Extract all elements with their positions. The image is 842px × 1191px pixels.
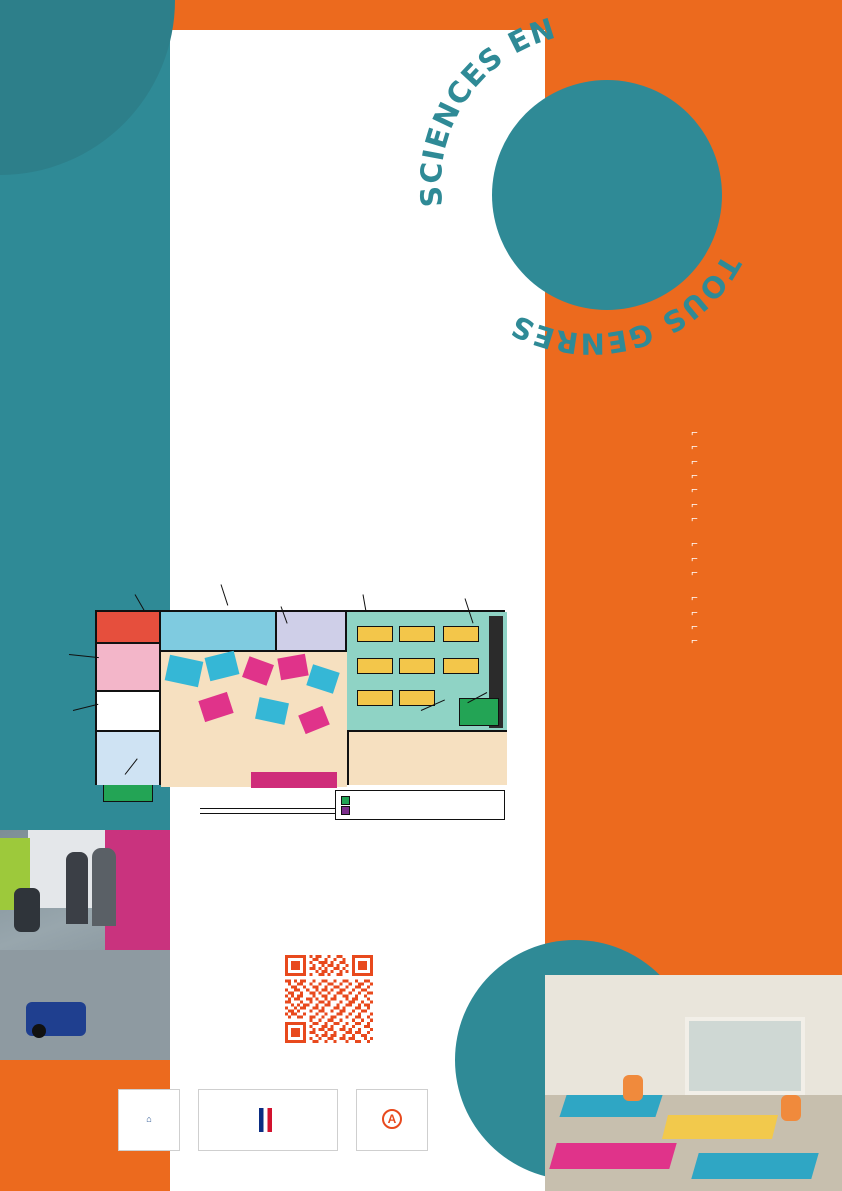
- objectives-item: ⌐: [691, 469, 698, 482]
- desk: [357, 626, 393, 642]
- crealab-logo: [413, 11, 760, 370]
- fond-vert-block: [459, 698, 499, 726]
- alsace-a-icon: A: [382, 1109, 402, 1129]
- objectives-item: ⌐: [691, 620, 698, 633]
- svg-text:SCIENCES EN: SCIENCES EN: [413, 11, 560, 209]
- render-chair: [623, 1075, 643, 1101]
- desk: [357, 658, 393, 674]
- legend-swatch-purple: [341, 806, 350, 815]
- desk: [399, 626, 435, 642]
- table-multiforme: [205, 651, 240, 682]
- long-bench: [251, 772, 337, 788]
- desk: [357, 690, 393, 706]
- photo-person: [66, 852, 88, 924]
- objectives-item: ⌐: [691, 552, 698, 565]
- photo-robot: [26, 1002, 86, 1036]
- table-multiforme: [255, 697, 289, 725]
- notre-ecole-logo: [118, 1089, 180, 1151]
- legend-item: [341, 796, 499, 805]
- objectives-item: ⌐: [691, 635, 698, 648]
- desk: [399, 658, 435, 674]
- floorplan-frame: [95, 610, 505, 785]
- desk: [443, 658, 479, 674]
- room-entry-zone: [97, 732, 161, 785]
- table-multiforme: [277, 654, 308, 681]
- room-robotique: [161, 612, 277, 652]
- legend: [335, 790, 505, 820]
- room-impression-3d: [97, 644, 161, 692]
- partner-logos: [118, 1087, 428, 1153]
- table-multiforme: [242, 656, 274, 686]
- floorplan-schema: [25, 560, 545, 860]
- desk: [399, 690, 435, 706]
- alsace-collectivite-europeenne-logo: [356, 1089, 428, 1151]
- photo-studio-render: [545, 975, 842, 1191]
- room-zone-commune: [161, 652, 347, 787]
- objectives-item: ⌐: [691, 484, 698, 497]
- school-icon: ⌂: [146, 1113, 152, 1124]
- photo-person: [14, 888, 40, 932]
- objectives-item: ⌐: [691, 441, 698, 454]
- render-table: [549, 1143, 676, 1169]
- photo-classroom-robot: [0, 830, 170, 1060]
- render-chair: [781, 1095, 801, 1121]
- objectives-item: ⌐: [691, 498, 698, 511]
- table-multiforme: [198, 692, 233, 722]
- objectives-item: ⌐: [691, 455, 698, 468]
- qr-block: [285, 955, 405, 1045]
- logo-circle: [492, 80, 722, 310]
- legend-swatch-green: [341, 796, 350, 805]
- table-multiforme: [298, 706, 330, 734]
- schema-caption: [200, 808, 350, 814]
- objectives-item: ⌐: [691, 427, 698, 439]
- objectives-item: ⌐: [691, 566, 698, 579]
- objectives-item: ⌐: [691, 512, 698, 525]
- svg-text:TOUS GENRES: TOUS GENRES: [505, 249, 748, 361]
- qr-code[interactable]: [285, 955, 373, 1043]
- legend-item: [341, 806, 499, 815]
- objectives-item: ⌐: [691, 606, 698, 619]
- render-window: [685, 1017, 805, 1095]
- objectives-item: ⌐: [691, 592, 698, 605]
- photo-person: [92, 848, 116, 926]
- table-multiforme: [306, 664, 339, 694]
- render-table: [691, 1153, 818, 1179]
- table-multiforme: [165, 655, 204, 688]
- leader-line: [135, 594, 145, 610]
- leader-line: [221, 584, 229, 605]
- room-zone-usinage: [97, 692, 161, 732]
- french-flag-icon: [259, 1108, 272, 1132]
- leader-line: [363, 594, 367, 610]
- room-supervision: [277, 612, 347, 652]
- cardie-academie-strasbourg-logo: [198, 1089, 338, 1151]
- room-decoupe-laser: [97, 612, 161, 644]
- objectives-item: ⌐: [691, 538, 698, 551]
- objectives-body: [553, 415, 836, 649]
- room-impression-ao-zone: [347, 732, 507, 785]
- desk: [443, 626, 479, 642]
- render-table: [662, 1115, 778, 1139]
- render-table: [559, 1095, 662, 1117]
